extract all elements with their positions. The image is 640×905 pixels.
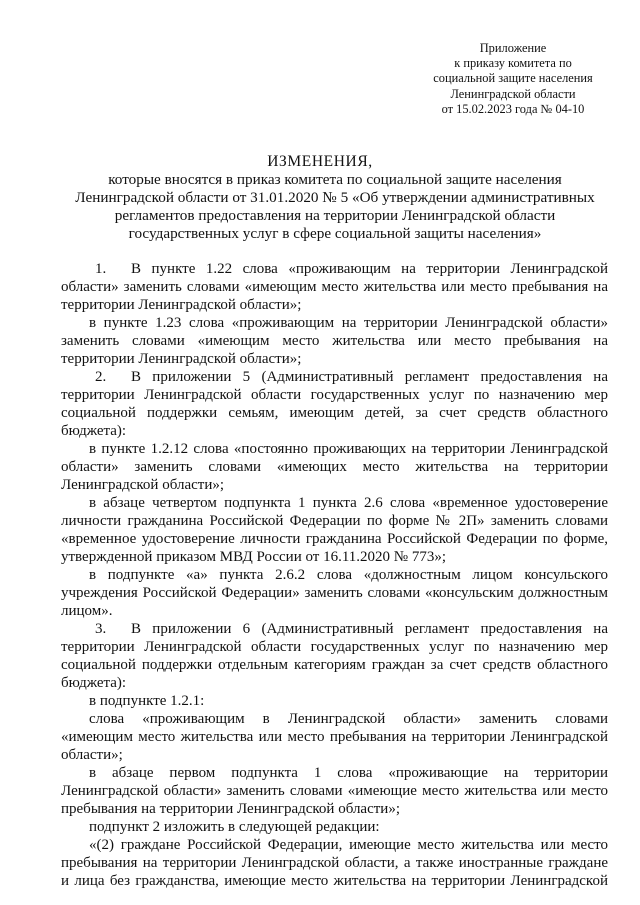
- appendix-line: Ленинградской области: [450, 86, 576, 101]
- paragraph-2a-line: в пункте 1.2.12 слова «постоянно проживающих на территории Ленинградской: [89, 441, 608, 457]
- paragraph-2-line: бюджета):: [61, 423, 127, 439]
- appendix-line: от 15.02.2023 года № 04-10: [441, 101, 585, 116]
- appendix-header: [418, 41, 608, 117]
- subtitle-line: которые вносятся в приказ комитета по социальной защите населения: [108, 171, 562, 188]
- document-title: ИЗМЕНЕНИЯ,: [267, 153, 373, 170]
- paragraph-3-line: бюджета):: [61, 675, 127, 691]
- subtitle-line: регламентов предоставления на территории Ленинградской области: [114, 207, 556, 224]
- paragraph-3c-line: в абзаце первом подпункта 1 слова «проживающие на территории: [89, 765, 608, 781]
- paragraph-2c-line: лицом».: [61, 603, 113, 619]
- paragraph-1-line: области» заменить словами «имеющим место жительства или место пребывания на: [61, 279, 608, 295]
- paragraph-number: 2.: [95, 369, 107, 385]
- paragraph-3d-line: подпункт 2 изложить в следующей редакции:: [89, 819, 380, 835]
- paragraph-1b-line: территории Ленинградской области»;: [61, 351, 302, 367]
- paragraph-3-line: социальной поддержки отдельным категориям граждан за счет средств областного: [61, 657, 608, 673]
- paragraph-3-line: территории Ленинградской области государственных услуг по назначению мер: [61, 639, 608, 655]
- paragraph-1b-line: в пункте 1.23 слова «проживающим на территории Ленинградской области»: [89, 315, 608, 331]
- paragraph-number: 3.: [95, 621, 107, 637]
- paragraph-3c-line: Ленинградской области» заменить словами «имеющие место жительства или место: [61, 783, 608, 799]
- paragraph-2b-line: в абзаце четвертом подпункта 1 пункта 2.6 слова «временное удостоверение: [89, 495, 608, 511]
- paragraph-3b-line: слова «проживающим в Ленинградской области» заменить словами: [89, 711, 608, 727]
- subtitle-line: Ленинградской области от 31.01.2020 № 5 «Об утверждении административных: [75, 189, 595, 206]
- paragraph-3e-line: «(2) граждане Российской Федерации, имеющие место жительства или место: [89, 837, 608, 853]
- paragraph-1-line: территории Ленинградской области»;: [61, 297, 302, 313]
- paragraph-3a-line: в подпункте 1.2.1:: [89, 693, 205, 709]
- paragraph-2a-line: Ленинградской области»;: [61, 477, 225, 493]
- paragraph-3-line: 3. В приложении 6 (Административный регламент предоставления на: [61, 620, 608, 638]
- paragraph-2-line: социальной поддержки семьям, имеющим детей, за счет средств областного: [61, 405, 608, 421]
- appendix-line: социальной защите населения: [433, 71, 593, 86]
- paragraph-3b-line: «имеющим место жительства или место пребывания на территории Ленинградской: [61, 729, 608, 745]
- paragraph-3b-line: области»;: [61, 747, 123, 763]
- paragraph-3e-line: пребывания на территории Ленинградской области, а также иностранные граждане: [61, 855, 608, 871]
- paragraph-2-line: 2. В приложении 5 (Административный регламент предоставления на: [61, 368, 608, 386]
- paragraph-1b-line: заменить словами «имеющим место жительства или место пребывания на: [61, 333, 608, 349]
- paragraph-2-line: территории Ленинградской области государственных услуг по назначению мер: [61, 387, 608, 403]
- paragraph-2c-line: в подпункте «а» пункта 2.6.2 слова «должностным лицом консульского: [89, 567, 608, 583]
- paragraph-2b-line: утвержденной приказом МВД России от 16.11.2020 № 773»;: [61, 549, 447, 565]
- paragraph-3c-line: пребывания на территории Ленинградской области»;: [61, 801, 401, 817]
- paragraph-1-line: 1. В пункте 1.22 слова «проживающим на территории Ленинградской: [61, 260, 608, 278]
- paragraph-3e-line: и лица без гражданства, имеющие место жительства на территории Ленинградской: [61, 873, 608, 889]
- paragraph-2c-line: учреждения Российской Федерации» заменить словами «консульским должностным: [61, 585, 608, 601]
- document-body: [61, 260, 608, 890]
- appendix-line: к приказу комитета по: [454, 56, 572, 71]
- subtitle-line: государственных услуг в сфере социальной защиты населения»: [128, 225, 542, 242]
- paragraph-2b-line: «временное удостоверение личности гражданина Российской Федерации по форме,: [61, 531, 608, 547]
- paragraph-2b-line: личности гражданина Российской Федерации по форме № 2П» заменить словами: [61, 513, 608, 529]
- appendix-line: Приложение: [479, 41, 547, 55]
- paragraph-number: 1.: [95, 261, 107, 277]
- paragraph-2a-line: области» заменить словами «имеющих место жительства на территории: [61, 459, 608, 475]
- document-subtitle: [50, 171, 620, 243]
